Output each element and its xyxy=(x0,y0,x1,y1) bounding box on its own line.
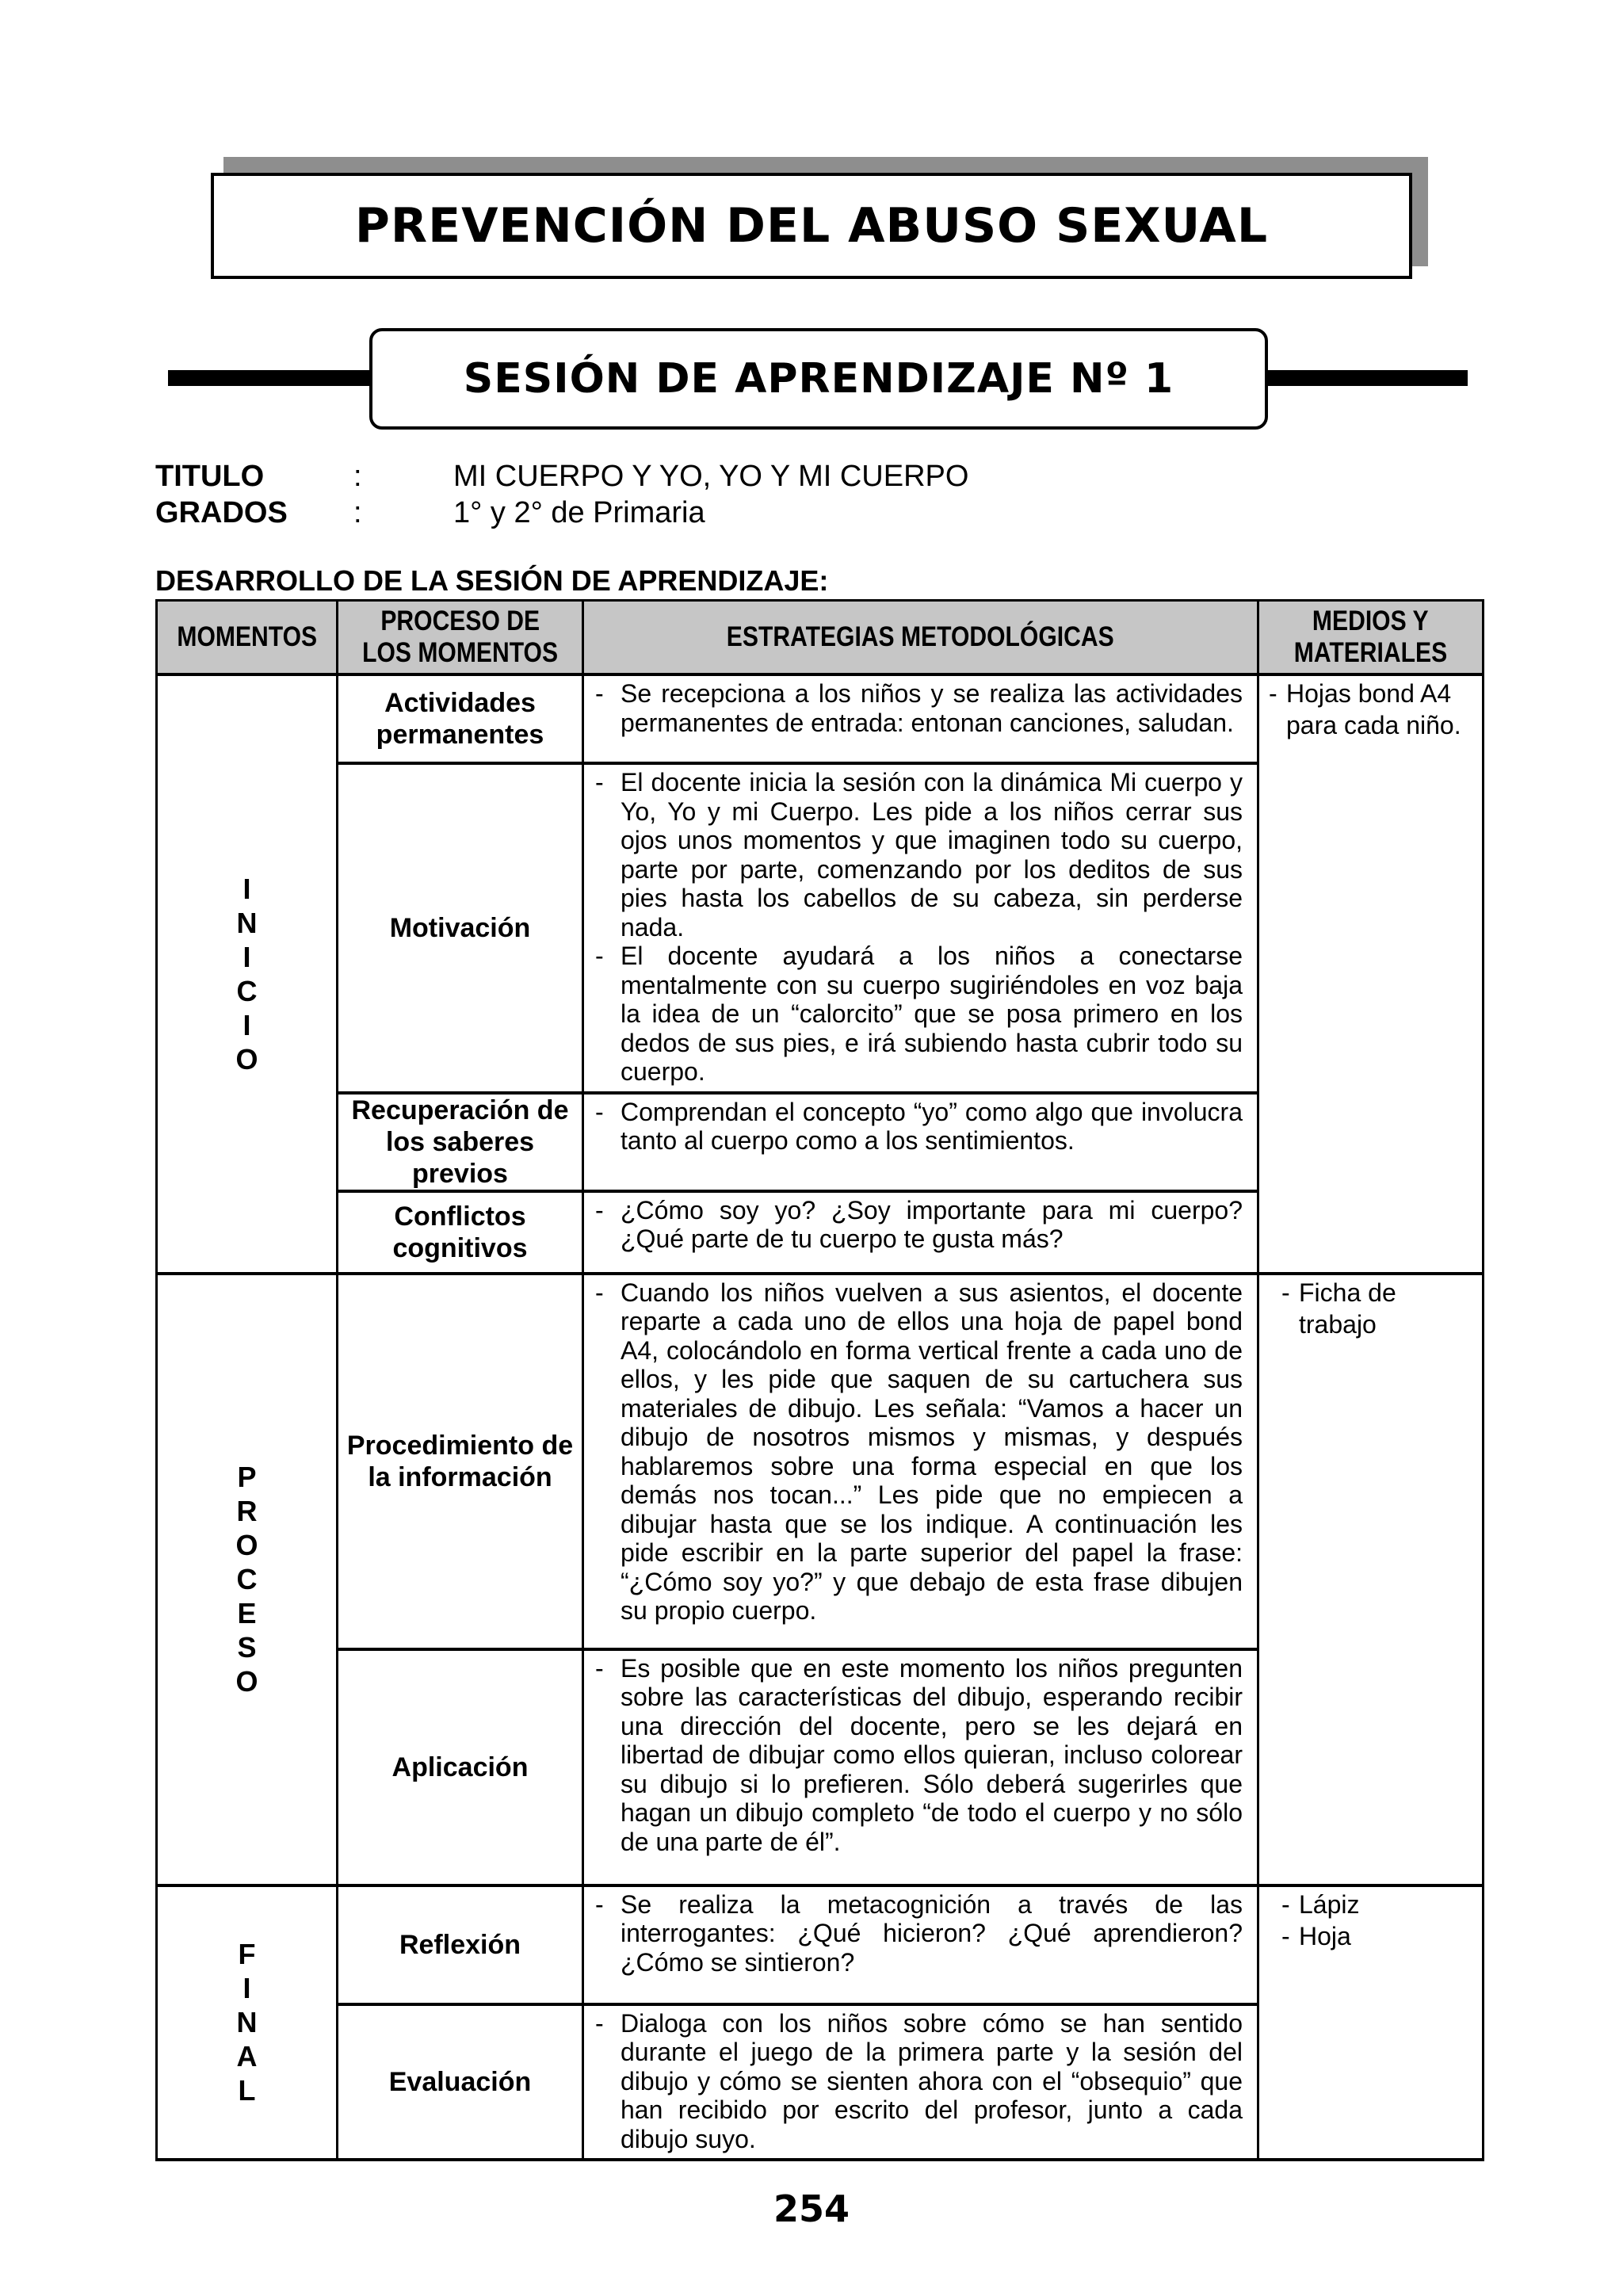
list-item: - El docente ayudará a los niños a conectarse mentalmente con su cuerpo sugiriéndoles en voz baja la idea de un “calorcito” que se posa primero en los dedos de sus pies, e irá subiendo hasta cubrir todo su cuerpo. xyxy=(595,942,1243,1086)
list-item: - Hojas bond A4 para cada niño. xyxy=(1269,679,1461,739)
estrategia-cell xyxy=(583,674,1258,763)
estrategia-cell xyxy=(583,1093,1258,1191)
session-table xyxy=(155,599,1484,2161)
session-rule-right xyxy=(1265,370,1468,386)
table-row xyxy=(157,1885,1484,2004)
main-title: PREVENCIÓN DEL ABUSO SEXUAL xyxy=(354,198,1269,254)
list-item: - ¿Cómo soy yo? ¿Soy importante para mi cuerpo? ¿Qué parte de tu cuerpo te gusta más? xyxy=(595,1195,1243,1253)
proceso-cell: Recuperación de los saberes previos xyxy=(338,1093,583,1191)
list-item: - Ficha de trabajo xyxy=(1281,1278,1396,1339)
list-item: - El docente inicia la sesión con la dinámica Mi cuerpo y Yo, Yo y mi Cuerpo. Les pide a los niños cerrar sus ojos unos momentos y que imaginen todo su cuerpo, parte por parte, comenzando por los deditos de sus pies hasta los cabellos de su cabeza, sin perderse nada. xyxy=(595,768,1243,942)
info-label: GRADOS xyxy=(155,496,288,529)
estrategia-cell xyxy=(583,1191,1258,1274)
momento-proceso: P R O C E S O xyxy=(157,1274,338,1885)
proceso-cell: Reflexión xyxy=(338,1885,583,2004)
list-item: - Se recepciona a los niños y se realiza las actividades permanentes de entrada: entonan canciones, saludan. xyxy=(595,679,1243,737)
info-value: 1° y 2° de Primaria xyxy=(453,496,705,529)
momento-inicio: I N I C I O xyxy=(157,674,338,1274)
estrategia-cell xyxy=(583,2004,1258,2160)
proceso-cell: Aplicación xyxy=(338,1649,583,1885)
header-momentos: MOMENTOS xyxy=(157,601,338,675)
info-value: MI CUERPO Y YO, YO Y MI CUERPO xyxy=(453,460,969,493)
header-medios: MEDIOS Y MATERIALES xyxy=(1258,601,1484,675)
list-item: - Dialoga con los niños sobre cómo se han sentido durante el juego de la primera parte y la sesión del dibujo y cómo se sienten ahora con el “obsequio” que han recibido por escrito del profesor, junto a cada dibujo suyo. xyxy=(595,2008,1243,2153)
proceso-cell: Conflictos cognitivos xyxy=(338,1191,583,1274)
header-proceso: PROCESO DE LOS MOMENTOS xyxy=(338,601,583,675)
momento-final: F I N A L xyxy=(157,1885,338,2160)
estrategia-cell xyxy=(583,763,1258,1093)
session-rule-left xyxy=(168,370,372,386)
info-label: TITULO xyxy=(155,460,265,493)
proceso-cell: Evaluación xyxy=(338,2004,583,2160)
list-item: - Comprendan el concepto “yo” como algo que involucra tanto al cuerpo como a los sentimientos. xyxy=(595,1097,1243,1155)
list-item: - Se realiza la metacognición a través de las interrogantes: ¿Qué hicieron? ¿Qué aprendieron? ¿Cómo se sintieron? xyxy=(595,1889,1243,1977)
session-title-box xyxy=(369,328,1268,430)
list-item: - Es posible que en este momento los niños pregunten sobre las características del dibujo, esperando recibir una dirección del docente, pero se les dejará en libertad de dibujar como ellos quieran, incluso colorear su dibujo si lo prefieren. Sólo deberá sugerirles que hagan un dibujo completo “de todo el cuerpo y no sólo de una parte de él”. xyxy=(595,1653,1243,1856)
table-row xyxy=(157,1274,1484,1649)
proceso-cell: Motivación xyxy=(338,763,583,1093)
page-number: 254 xyxy=(773,2187,850,2230)
estrategia-cell xyxy=(583,1649,1258,1885)
header-estrategias: ESTRATEGIAS METODOLÓGICAS xyxy=(583,601,1258,675)
table-header-row xyxy=(157,601,1484,675)
info-colon: : xyxy=(353,496,362,529)
materiales-final xyxy=(1258,1885,1484,2160)
proceso-cell: Procedimiento de la información xyxy=(338,1274,583,1649)
table-row xyxy=(157,674,1484,763)
list-item: - Lápiz xyxy=(1281,1889,1360,1919)
materiales-inicio xyxy=(1258,674,1484,1274)
info-colon: : xyxy=(353,460,362,493)
session-title: SESIÓN DE APRENDIZAJE Nº 1 xyxy=(463,355,1174,403)
section-title: DESARROLLO DE LA SESIÓN DE APRENDIZAJE: xyxy=(155,564,829,597)
estrategia-cell xyxy=(583,1274,1258,1649)
main-title-box xyxy=(211,173,1412,279)
proceso-cell: Actividades permanentes xyxy=(338,674,583,763)
list-item: - Cuando los niños vuelven a sus asientos, el docente reparte a cada uno de ellos una hoja de papel bond A4, colocándolo en forma vertical frente a cada uno de ellos, y les pide que saquen de su cartuchera sus materiales de dibujo. Les señala: “Vamos a hacer un dibujo de nosotros mismos y mismas, y después hablaremos sobre una forma especial en que los demás nos tocan...” Les pide que no empiecen a dibujar hasta que se los indique. A continuación les pide escribir en la parte superior del papel la frase: “¿Cómo soy yo?” y que debajo de esta frase dibujen su propio cuerpo. xyxy=(595,1278,1243,1625)
materiales-proceso xyxy=(1258,1274,1484,1885)
list-item: - Hoja xyxy=(1281,1921,1351,1950)
estrategia-cell xyxy=(583,1885,1258,2004)
